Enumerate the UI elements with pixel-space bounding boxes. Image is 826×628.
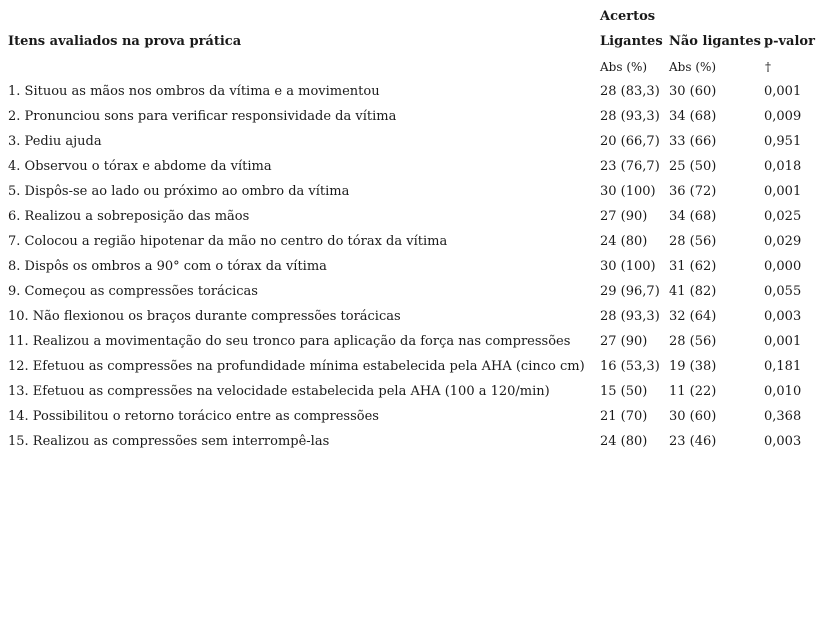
row-item-text: 13. Efetuou as compressões na velocidade estabelecida pela AHA (100 a 120/min) — [8, 384, 550, 399]
row-pvalor-value: 0,018 — [764, 159, 802, 174]
row-item-text: 14. Possibilitou o retorno torácico entre as compressões — [8, 409, 379, 424]
pvalor-subheader-dagger: † — [765, 60, 771, 74]
row-item-text: 1. Situou as mãos nos ombros da vítima e a movimentou — [8, 84, 380, 99]
row-pvalor-value: 0,009 — [764, 109, 802, 124]
ligantes-column-header: Ligantes — [600, 34, 663, 49]
row-ligantes-value: 24 (80) — [600, 434, 648, 449]
pvalor-column-header: p-valor — [764, 34, 815, 49]
row-pvalor-value: 0,055 — [764, 284, 802, 299]
row-ligantes-value: 21 (70) — [600, 409, 648, 424]
row-item-text: 11. Realizou a movimentação do seu tronco para aplicação da força nas compressões — [8, 334, 571, 349]
row-pvalor-value: 0,010 — [764, 384, 802, 399]
row-nao-ligantes-value: 30 (60) — [669, 84, 717, 99]
row-item-text: 15. Realizou as compressões sem interrompê-las — [8, 434, 330, 449]
row-ligantes-value: 23 (76,7) — [600, 159, 660, 174]
row-item-text: 2. Pronunciou sons para verificar responsividade da vítima — [8, 109, 397, 124]
items-column-header: Itens avaliados na prova prática — [8, 34, 242, 49]
row-ligantes-value: 27 (90) — [600, 209, 648, 224]
row-nao-ligantes-value: 23 (46) — [669, 434, 717, 449]
row-ligantes-value: 27 (90) — [600, 334, 648, 349]
group-header-acertos: Acertos — [600, 9, 656, 24]
row-nao-ligantes-value: 34 (68) — [669, 109, 717, 124]
row-nao-ligantes-value: 33 (66) — [669, 134, 717, 149]
row-ligantes-value: 20 (66,7) — [600, 134, 660, 149]
row-nao-ligantes-value: 25 (50) — [669, 159, 717, 174]
row-pvalor-value: 0,001 — [764, 84, 802, 99]
row-nao-ligantes-value: 11 (22) — [669, 384, 717, 399]
row-ligantes-value: 30 (100) — [600, 259, 656, 274]
row-pvalor-value: 0,951 — [764, 134, 802, 149]
row-ligantes-value: 28 (93,3) — [600, 309, 660, 324]
row-ligantes-value: 24 (80) — [600, 234, 648, 249]
row-item-text: 8. Dispôs os ombros a 90° com o tórax da vítima — [8, 259, 327, 274]
row-pvalor-value: 0,029 — [764, 234, 802, 249]
row-nao-ligantes-value: 34 (68) — [669, 209, 717, 224]
row-pvalor-value: 0,181 — [764, 359, 802, 374]
row-item-text: 4. Observou o tórax e abdome da vítima — [8, 159, 272, 174]
row-item-text: 9. Começou as compressões torácicas — [8, 284, 258, 299]
row-nao-ligantes-value: 30 (60) — [669, 409, 717, 424]
nao-ligantes-subheader: Abs (%) — [669, 60, 717, 74]
row-nao-ligantes-value: 28 (56) — [669, 334, 717, 349]
row-pvalor-value: 0,003 — [764, 434, 802, 449]
nao-ligantes-column-header: Não ligantes — [669, 34, 761, 49]
row-nao-ligantes-value: 19 (38) — [669, 359, 717, 374]
ligantes-subheader: Abs (%) — [600, 60, 648, 74]
row-ligantes-value: 29 (96,7) — [600, 284, 660, 299]
row-nao-ligantes-value: 41 (82) — [669, 284, 717, 299]
row-ligantes-value: 15 (50) — [600, 384, 648, 399]
row-pvalor-value: 0,001 — [764, 334, 802, 349]
row-nao-ligantes-value: 28 (56) — [669, 234, 717, 249]
row-nao-ligantes-value: 32 (64) — [669, 309, 717, 324]
row-item-text: 7. Colocou a região hipotenar da mão no centro do tórax da vítima — [8, 234, 448, 249]
row-pvalor-value: 0,000 — [764, 259, 802, 274]
row-item-text: 12. Efetuou as compressões na profundidade mínima estabelecida pela AHA (cinco cm) — [8, 359, 585, 374]
row-nao-ligantes-value: 31 (62) — [669, 259, 717, 274]
row-ligantes-value: 30 (100) — [600, 184, 656, 199]
row-item-text: 3. Pediu ajuda — [8, 134, 102, 149]
row-nao-ligantes-value: 36 (72) — [669, 184, 717, 199]
row-ligantes-value: 28 (93,3) — [600, 109, 660, 124]
row-item-text: 6. Realizou a sobreposição das mãos — [8, 209, 250, 224]
row-pvalor-value: 0,001 — [764, 184, 802, 199]
row-item-text: 10. Não flexionou os braços durante compressões torácicas — [8, 309, 401, 324]
row-pvalor-value: 0,025 — [764, 209, 802, 224]
row-item-text: 5. Dispôs-se ao lado ou próximo ao ombro da vítima — [8, 184, 350, 199]
row-pvalor-value: 0,368 — [764, 409, 802, 424]
row-ligantes-value: 16 (53,3) — [600, 359, 660, 374]
row-ligantes-value: 28 (83,3) — [600, 84, 660, 99]
row-pvalor-value: 0,003 — [764, 309, 802, 324]
